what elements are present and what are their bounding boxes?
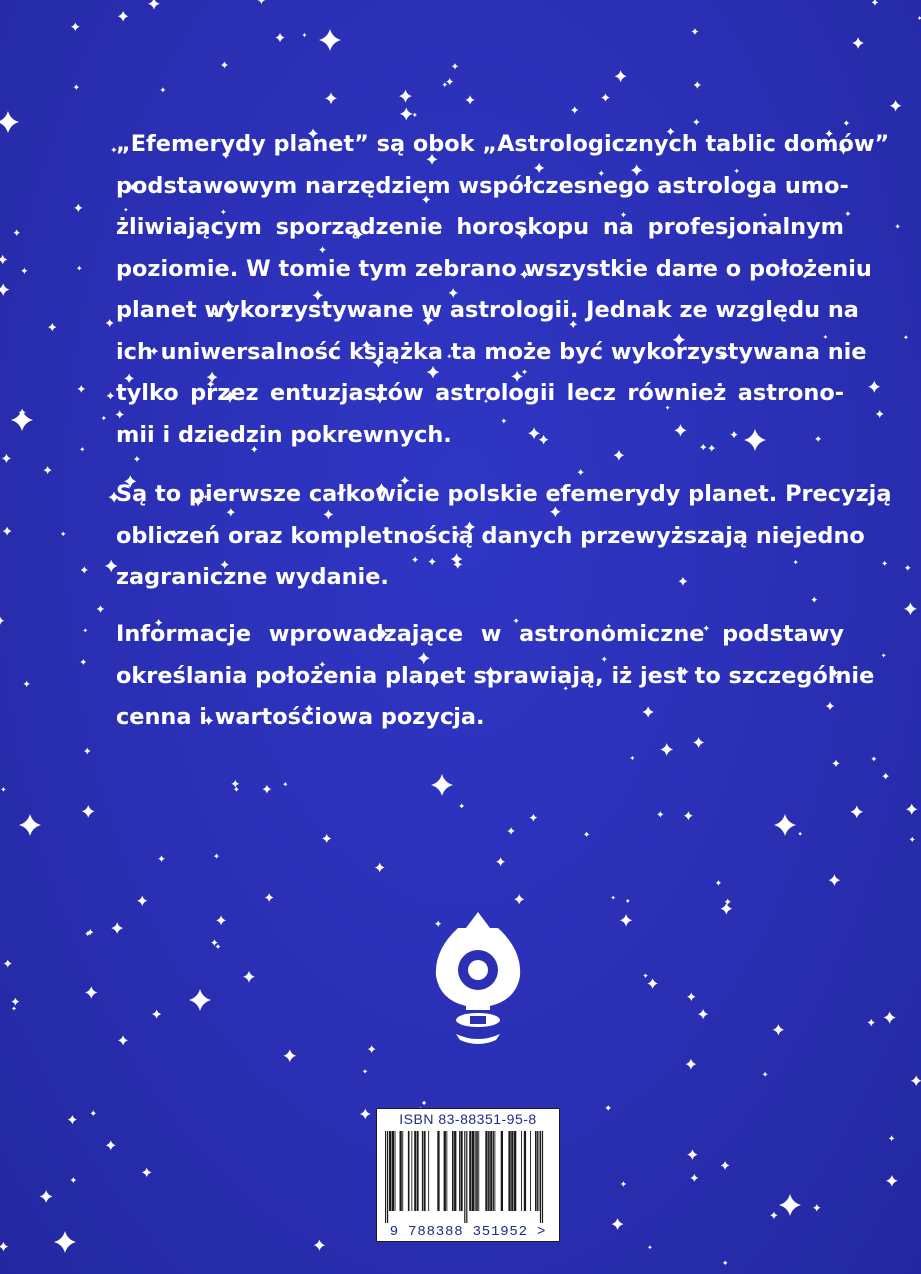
star xyxy=(360,1109,371,1120)
star xyxy=(368,1045,376,1053)
star xyxy=(611,896,615,900)
star xyxy=(904,602,917,615)
star xyxy=(721,1161,730,1170)
star xyxy=(262,785,271,794)
star xyxy=(813,1204,820,1211)
text-line: Są to pierwsze całkowicie polskie efemerydy planet. Precyzją xyxy=(116,481,892,507)
star xyxy=(399,90,412,103)
star xyxy=(106,319,114,327)
star xyxy=(134,456,140,462)
star xyxy=(643,973,648,978)
star xyxy=(231,780,239,788)
star xyxy=(446,78,453,85)
star xyxy=(137,896,147,906)
isbn-label: ISBN 83-88351-95-8 xyxy=(399,1111,537,1127)
text-line: zagraniczne wydanie. xyxy=(116,564,389,590)
star xyxy=(918,16,921,20)
star xyxy=(2,454,11,463)
star xyxy=(80,447,85,452)
star xyxy=(584,831,590,837)
star xyxy=(40,1190,53,1203)
ean-number: 9 788388 351952 > xyxy=(389,1224,547,1240)
star xyxy=(0,617,4,625)
star xyxy=(148,0,160,10)
star xyxy=(23,681,30,688)
star xyxy=(211,939,218,946)
star xyxy=(716,880,722,886)
star xyxy=(452,63,459,70)
star xyxy=(422,1100,427,1105)
star xyxy=(431,774,453,796)
star xyxy=(243,971,255,983)
star xyxy=(630,756,634,760)
star xyxy=(413,113,417,117)
text-line: podstawowym narzędziem współczesnego astrologa umo- xyxy=(116,172,849,199)
star xyxy=(882,653,886,657)
star xyxy=(4,959,12,967)
star xyxy=(90,1110,96,1116)
star xyxy=(911,1075,921,1086)
star xyxy=(189,989,211,1011)
star xyxy=(283,782,288,787)
isbn-barcode xyxy=(376,1108,560,1242)
star xyxy=(687,993,696,1002)
star xyxy=(234,787,239,792)
star xyxy=(906,803,917,814)
star xyxy=(400,107,413,120)
star xyxy=(118,11,129,22)
text-line: planet wykorzystywane w astrologii. Jednak ze względu na xyxy=(116,297,859,323)
text-line: poziomie. W tomie tym zebrano wszystkie dane o położeniu xyxy=(116,255,872,282)
text-line: cenna i wartościowa pozycja. xyxy=(116,704,485,730)
star xyxy=(363,1069,368,1074)
star xyxy=(889,1135,895,1141)
star xyxy=(687,1149,697,1159)
star xyxy=(615,70,627,82)
star xyxy=(21,268,27,274)
barcode-bars xyxy=(383,1131,553,1223)
star xyxy=(507,827,515,835)
star xyxy=(322,834,331,843)
star xyxy=(657,811,663,817)
star xyxy=(690,1174,698,1182)
star xyxy=(215,944,220,949)
star xyxy=(82,805,95,818)
star xyxy=(302,33,307,38)
star xyxy=(465,95,474,104)
star xyxy=(71,22,80,31)
star xyxy=(895,224,900,229)
star xyxy=(314,1240,325,1251)
text-line: określania położenia planet sprawiają, iż jest to szczególnie xyxy=(116,662,875,689)
star xyxy=(798,832,802,836)
star xyxy=(3,527,12,536)
star xyxy=(160,87,165,92)
star xyxy=(852,37,863,48)
star xyxy=(12,1006,16,1010)
star xyxy=(720,903,732,915)
star xyxy=(691,28,698,35)
star xyxy=(905,565,911,571)
star xyxy=(70,1177,76,1183)
star xyxy=(770,1211,778,1219)
star xyxy=(773,1024,784,1035)
star xyxy=(61,531,66,536)
star xyxy=(81,566,88,573)
text-line: żliwiającym sporządzenie horoskopu na profesjonalnym xyxy=(116,214,844,240)
star xyxy=(80,659,86,665)
star xyxy=(693,737,704,748)
star xyxy=(44,466,52,474)
star xyxy=(0,283,9,296)
star xyxy=(68,1115,77,1124)
star xyxy=(77,266,82,271)
star xyxy=(106,1140,116,1150)
text-line: ich uniwersalność książka ta może być wykorzystywana nie xyxy=(116,338,867,365)
star xyxy=(779,1194,801,1216)
paragraph-3 xyxy=(116,614,875,739)
star xyxy=(620,914,632,926)
star xyxy=(684,811,693,820)
star xyxy=(850,805,863,818)
publisher-logo xyxy=(430,906,526,1056)
star xyxy=(83,628,87,632)
star xyxy=(101,416,106,421)
star xyxy=(158,855,165,862)
star xyxy=(142,1168,152,1178)
star xyxy=(660,743,673,756)
star xyxy=(11,998,19,1006)
star xyxy=(442,82,447,87)
paragraph-2 xyxy=(116,474,892,599)
star xyxy=(152,1009,161,1018)
star xyxy=(529,814,537,822)
star xyxy=(605,1105,611,1111)
star xyxy=(84,748,91,755)
star xyxy=(97,605,105,613)
star xyxy=(85,986,97,998)
text-line: tylko przez entuzjastów astrologii lecz również astrono- xyxy=(116,380,844,406)
star xyxy=(694,81,702,89)
star xyxy=(686,1059,697,1070)
star xyxy=(0,111,19,133)
text-line: mii i dziedzin pokrewnych. xyxy=(116,421,452,448)
star xyxy=(890,100,901,111)
star xyxy=(514,894,524,904)
star xyxy=(601,93,609,101)
star xyxy=(845,211,851,217)
star xyxy=(214,853,219,858)
star xyxy=(904,335,909,340)
star xyxy=(648,1245,652,1249)
star xyxy=(883,1011,895,1023)
star xyxy=(19,814,41,836)
star xyxy=(647,978,658,989)
star xyxy=(832,760,840,768)
star xyxy=(48,323,56,331)
text-line: „Efemerydy planet” są obok „Astrologicznych tablic domów” xyxy=(116,131,890,157)
star xyxy=(275,33,284,42)
star xyxy=(829,874,841,886)
star xyxy=(0,1242,8,1252)
star xyxy=(867,1019,875,1027)
star xyxy=(375,863,385,873)
star xyxy=(872,0,879,6)
star xyxy=(459,803,464,808)
star xyxy=(265,893,274,902)
text-line: obliczeń oraz kompletnością danych przewyższają niejedno xyxy=(116,522,865,549)
star xyxy=(626,899,630,903)
star xyxy=(106,392,114,400)
star xyxy=(886,1175,898,1187)
star xyxy=(0,255,7,265)
star xyxy=(774,814,796,836)
star xyxy=(698,1009,708,1019)
star xyxy=(871,756,876,761)
star xyxy=(221,61,228,68)
star xyxy=(612,1218,624,1230)
star xyxy=(283,1049,296,1062)
star xyxy=(111,922,123,934)
star xyxy=(319,29,341,51)
star xyxy=(621,1181,627,1187)
star xyxy=(73,84,79,90)
star xyxy=(868,381,880,393)
star xyxy=(13,229,20,236)
star xyxy=(882,561,888,567)
star xyxy=(876,410,884,418)
star xyxy=(118,1035,128,1045)
star xyxy=(1,787,6,792)
star xyxy=(843,120,849,126)
star xyxy=(571,106,579,114)
star xyxy=(216,916,226,926)
text-line: Informacje wprowadzające w astronomiczne podstawy xyxy=(116,621,844,647)
star xyxy=(257,0,265,4)
star xyxy=(77,385,85,393)
star xyxy=(882,773,889,780)
star xyxy=(325,92,337,104)
paragraph-1 xyxy=(116,124,890,456)
star xyxy=(725,898,731,904)
star xyxy=(762,1072,767,1077)
star xyxy=(54,1231,76,1253)
star xyxy=(496,857,505,866)
star xyxy=(74,204,82,212)
star xyxy=(723,1260,728,1265)
star xyxy=(910,837,915,842)
